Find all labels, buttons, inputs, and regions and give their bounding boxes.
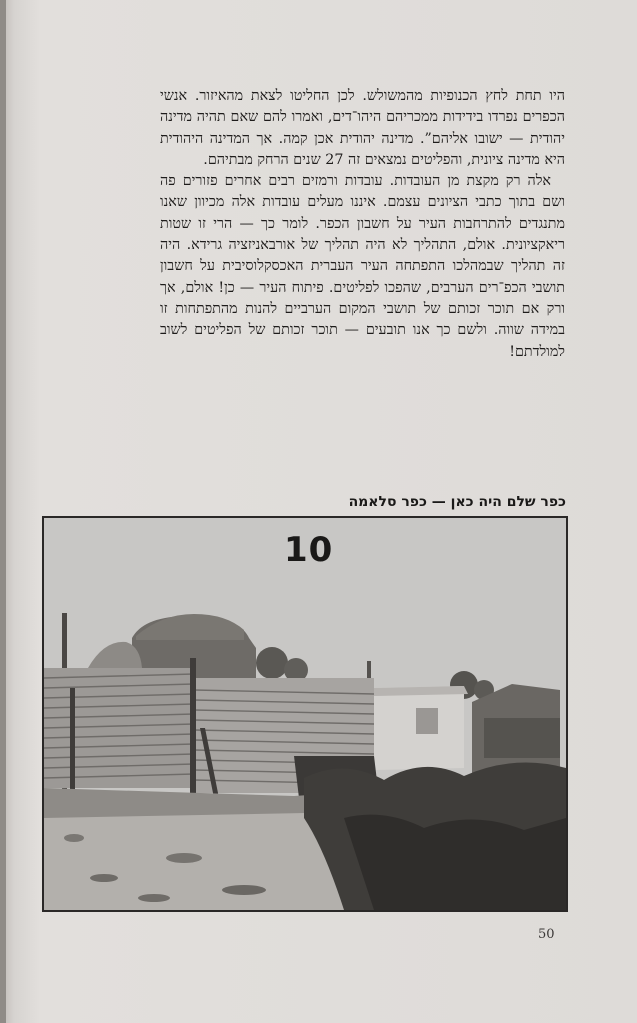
photo-caption: כפר שלם היה כאן — כפר סלאמה xyxy=(348,494,566,510)
paragraph-1: היו תחת לחץ הכנופיות מהמשולש. לכן החליטו לצאת מהאיזור. אנשי הכפרים נפרדו בידידות ממכריהם היהו־דים, ואמרו להם שאם תהיה מדינה יהודית — ישובו אליהם”. מדינה יהודית אכן קמה. אך המדינה היהודית היא מדינה ציונית, והפליטים נמצאים זה 27 שנים הרחק מבתיהם. xyxy=(160,88,565,168)
book-spine xyxy=(0,0,6,1023)
photo-number: 10 xyxy=(284,530,334,570)
paragraph-2: אלה רק מקצת מן העובדות. עובדות ורמזים רבים אחרים פזורים פה ושם בתוך כתבי הציונים עצמם. איננו מעלים עובדות אלה מכיוון שאנו מתנגדים להתרחבות העיר על חשבון הכפר. לומר כך — הרי זו שטות ריאקציונית. אולם, התהליך לא היה תהליך של אורבאניזציה גרידא. היה זה תהליך שבמהלכו התפתחה העיר העברית האכסקלוסיבית על חשבון תושבי הכפ־רים הערבים, שהפכו לפליטים. פיתוח העיר — כן! אולם, אך ורק אם תוכר זכותם של תושבי המקום הערביים להנות מהתפתחות זו במידה שווה. ולשם כך אנו תובעים — תוכר זכותם של הפליטים לשוב למולדתם! xyxy=(160,173,565,360)
page-number: 50 xyxy=(538,927,555,942)
village-photo-illustration xyxy=(44,518,566,910)
body-text xyxy=(160,86,565,363)
village-photo xyxy=(42,516,568,912)
